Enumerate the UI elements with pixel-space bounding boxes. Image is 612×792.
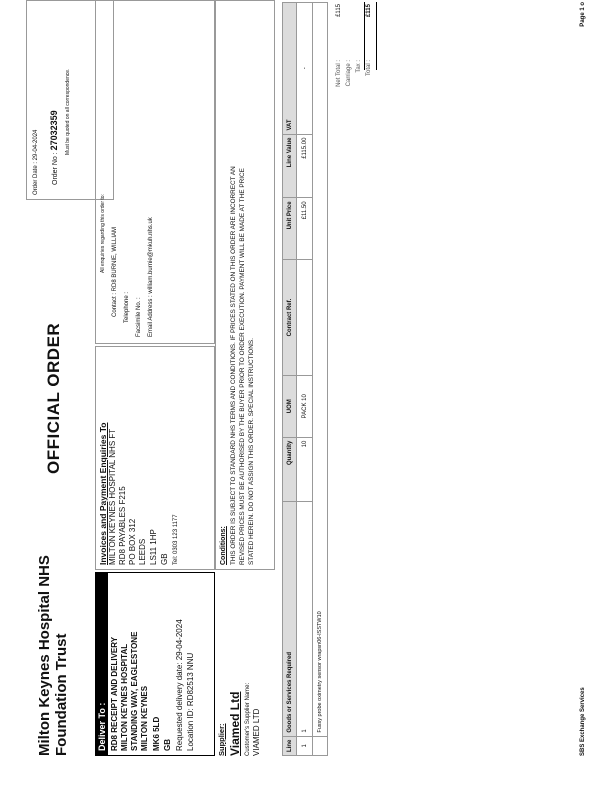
email-row	[146, 217, 156, 337]
deliver-line: RD8 RECEIPT AND DELIVERY	[110, 636, 119, 751]
table-row	[297, 3, 313, 756]
cell-uom: PACK 10	[297, 375, 313, 437]
footer-page-number: Page 1 o	[580, 2, 586, 27]
order-number	[49, 110, 59, 185]
cell-goods: 1	[297, 501, 313, 736]
order-date-label: Order Date :	[33, 161, 39, 195]
deliver-to-title: Deliver To :	[97, 702, 107, 751]
contact-box	[95, 0, 215, 344]
facsimile-label: Facsimile No. :	[136, 297, 142, 337]
supplier-label: Supplier:	[217, 723, 226, 756]
conditions-box	[215, 0, 275, 570]
order-number-value: 27032359	[49, 110, 59, 151]
contact-label: Contact :	[112, 292, 118, 317]
email-label: Email Address :	[148, 295, 154, 337]
deliver-to-header	[96, 573, 108, 755]
col-header-line-value: Line Value	[283, 134, 297, 198]
total-underline	[376, 2, 377, 70]
conditions-line: STATED HEREIN. DO NOT ASSIGN THIS ORDER. SPECIAL INSTRUCTIONS.	[248, 338, 255, 565]
order-number-label: Order No :	[52, 152, 59, 185]
invoice-line: MILTON KEYNES HOSPITAL NHS FT	[108, 428, 117, 565]
deliver-line: MILTON KEYNES HOSPITAL	[120, 643, 129, 751]
email-value: william.burnie@mkuh.nhs.uk	[148, 217, 154, 294]
col-header-contract: Contract Ref.	[283, 260, 297, 376]
order-lines-table	[282, 2, 328, 756]
requested-delivery-date: Requested delivery date: 29-04-2024	[175, 619, 184, 751]
deliver-line: MILTON KEYNES	[140, 685, 149, 751]
cell-blank	[313, 736, 328, 755]
order-date-value: 29-04-2024	[33, 129, 39, 161]
footer-left: SBS Exchange Services	[580, 687, 586, 756]
cell-quantity: 10	[297, 437, 313, 501]
tax-label: Tax :	[356, 60, 362, 73]
hospital-name-line1: Milton Keynes Hospital NHS	[36, 555, 53, 756]
invoice-line: RD8 PAYABLES F215	[118, 486, 127, 565]
order-date	[33, 130, 39, 195]
contact-person	[110, 227, 120, 317]
total-value: £115	[366, 4, 372, 18]
document-title: OFFICIAL ORDER	[44, 322, 63, 474]
invoice-line: PO BOX 312	[128, 518, 137, 565]
invoice-line: LEEDS	[138, 538, 147, 565]
col-header-quantity: Quantity	[283, 437, 297, 501]
deliver-to-box	[95, 572, 215, 756]
customer-supplier-label: Customer's Supplier Name:	[245, 682, 251, 756]
table-header-row	[283, 3, 297, 756]
invoices-box	[95, 346, 215, 570]
col-header-line: Line	[283, 736, 297, 755]
invoice-tel: Tel: 0303 123 1177	[173, 514, 179, 565]
location-id: Location ID: RD82513 NNU	[186, 652, 195, 751]
cell-unit-price: £11.50	[297, 198, 313, 260]
invoice-line: LS11 1HP	[149, 529, 158, 565]
invoice-line: GB	[160, 553, 169, 565]
customer-supplier-value: VIAMED LTD	[252, 708, 261, 756]
col-header-vat: VAT	[283, 3, 297, 135]
deliver-line: MK6 5LD	[152, 716, 161, 751]
cell-vat: -	[297, 3, 313, 135]
deliver-line: STANDING WAY, EAGLESTONE	[130, 631, 139, 751]
net-total-label: Net Total :	[336, 60, 342, 87]
supplier-name: Viamed Ltd	[228, 691, 242, 756]
hospital-name-line2: Foundation Trust	[53, 633, 70, 756]
col-header-unit-price: Unit Price	[283, 198, 297, 260]
conditions-title: Conditions:	[220, 526, 227, 565]
telephone-label: Telephone :	[124, 291, 130, 323]
hospital-name	[36, 555, 70, 756]
contact-note: All enquiries regarding this order to:	[100, 194, 106, 273]
conditions-line: REVISED PRICES MUST BE AUTHORISED BY THE BUYER PRIOR TO ORDER EXECUTION. PAYMENT WILL BE MADE AT THE PRICE	[239, 168, 246, 565]
col-header-uom: UOM	[283, 375, 297, 437]
table-row-description	[313, 3, 328, 756]
invoices-title: Invoices and Payment Enquiries To	[98, 422, 108, 565]
carriage-label: Carriage :	[346, 60, 352, 87]
total-label: Total :	[366, 60, 372, 77]
col-header-goods: Goods or Services Required	[283, 501, 297, 736]
cell-line: 1	[297, 736, 313, 755]
net-total-value: £115	[336, 4, 342, 17]
total-divider	[364, 2, 365, 70]
cell-line-value: £115.00	[297, 134, 313, 198]
contact-value: RD8 BURNIE, WILLIAM	[112, 226, 118, 292]
cell-contract	[297, 260, 313, 376]
deliver-line: GB	[163, 739, 172, 751]
conditions-line: THIS ORDER IS SUBJECT TO STANDARD NHS TERMS AND CONDITIONS. IF PRICES STATED ON THIS ORDER ARE INCORRECT AN	[230, 166, 237, 565]
cell-description: Fussy probe oximetry sensor wrapsn06-ISSTW10	[313, 3, 328, 737]
order-quote-note: Must be quoted on all correspondence.	[65, 68, 71, 155]
